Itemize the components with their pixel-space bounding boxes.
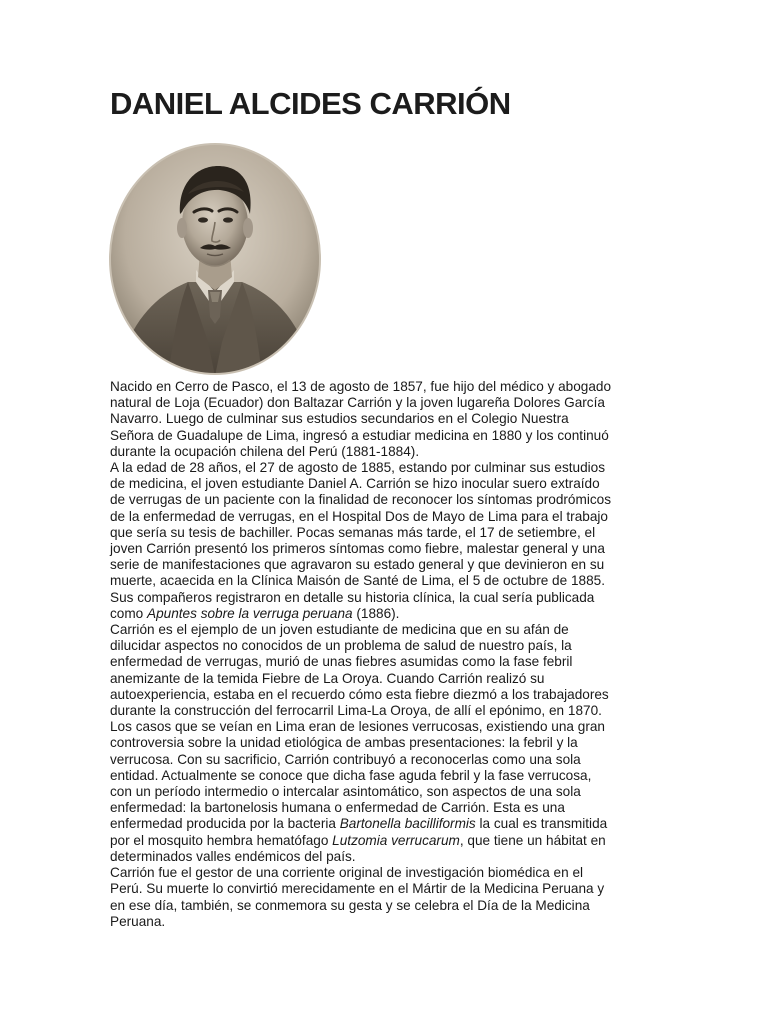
text-run: Perú. Su muerte lo convirtió merecidamente en el Mártir de la Medicina Peruana y bbox=[110, 881, 605, 897]
text-line bbox=[110, 833, 658, 849]
text-run: A la edad de 28 años, el 27 de agosto de 1885, estando por culminar sus estudios bbox=[110, 460, 606, 476]
text-run: Señora de Guadalupe de Lima, ingresó a estudiar medicina en 1880 y los continuó bbox=[110, 427, 609, 443]
text-line bbox=[110, 606, 658, 622]
paragraph-3 bbox=[110, 622, 658, 865]
text-line bbox=[110, 509, 658, 525]
text-run: verrucosa. Con su sacrificio, Carrión contribuyó a reconocerlas como una sola bbox=[110, 751, 581, 767]
text-run: de la enfermedad de verrugas, en el Hospital Dos de Mayo de Lima para el trabajo bbox=[110, 508, 608, 524]
text-line bbox=[110, 622, 658, 638]
text-run: muerte, acaecida en la Clínica Maisón de Santé de Lima, el 5 de octubre de 1885. bbox=[110, 573, 605, 589]
text-run: determinados valles endémicos del país. bbox=[110, 848, 356, 864]
text-run: de verrugas de un paciente con la finalidad de reconocer los síntomas prodrómicos bbox=[110, 492, 611, 508]
text-run: de medicina, el joven estudiante Daniel A. Carrión se hizo inocular suero extraído bbox=[110, 476, 600, 492]
text-line bbox=[110, 687, 658, 703]
text-line bbox=[110, 671, 658, 687]
portrait-illustration bbox=[108, 142, 322, 376]
text-line bbox=[110, 395, 658, 411]
text-line bbox=[110, 428, 658, 444]
text-run: durante la construcción del ferrocarril Lima-La Oroya, de allí el epónimo, en 1870. bbox=[110, 703, 602, 719]
text-line bbox=[110, 638, 658, 654]
text-run: autoexperiencia, estaba en el recuerdo cómo esta fiebre diezmó a los trabajadores bbox=[110, 686, 609, 702]
text-line bbox=[110, 752, 658, 768]
text-line bbox=[110, 492, 658, 508]
italic-term: Lutzomia verrucarum bbox=[332, 832, 460, 848]
text-run: Navarro. Luego de culminar sus estudios secundarios en el Colegio Nuestra bbox=[110, 411, 569, 427]
italic-term: Bartonella bacilliformis bbox=[339, 816, 476, 832]
text-line bbox=[110, 411, 658, 427]
text-run: en ese día, también, se conmemora su gesta y se celebra el Día de la Medicina bbox=[110, 897, 590, 913]
text-run: la cual es transmitida bbox=[475, 816, 608, 832]
text-line bbox=[110, 460, 658, 476]
paragraph-2 bbox=[110, 460, 658, 622]
italic-term: Apuntes sobre la verruga peruana bbox=[147, 605, 353, 621]
paragraph-4 bbox=[110, 865, 658, 930]
text-run: por el mosquito hembra hematófago bbox=[110, 832, 333, 848]
text-run: entidad. Actualmente se conoce que dicha fase aguda febril y la fase verrucosa, bbox=[110, 767, 592, 783]
text-run: que sería su tesis de bachiller. Pocas semanas más tarde, el 17 de setiembre, el bbox=[110, 524, 596, 540]
text-line bbox=[110, 703, 658, 719]
text-line bbox=[110, 735, 658, 751]
page-title: DANIEL ALCIDES CARRIÓN bbox=[110, 86, 511, 121]
text-run: joven Carrión presentó los primeros síntomas como fiebre, malestar general y una bbox=[110, 541, 605, 557]
text-line bbox=[110, 914, 658, 930]
text-run: Carrión fue el gestor de una corriente original de investigación biomédica en el bbox=[110, 865, 584, 881]
text-run: durante la ocupación chilena del Perú (1881-1884). bbox=[110, 443, 420, 459]
text-run: Sus compañeros registraron en detalle su historia clínica, la cual sería publicada bbox=[110, 589, 595, 605]
text-run: anemizante de la temida Fiebre de La Oroya. Cuando Carrión realizó su bbox=[110, 670, 545, 686]
paragraph-1 bbox=[110, 379, 658, 460]
text-line bbox=[110, 541, 658, 557]
text-run: natural de Loja (Ecuador) don Baltazar Carrión y la joven lugareña Dolores García bbox=[110, 395, 605, 411]
text-line bbox=[110, 573, 658, 589]
text-line bbox=[110, 800, 658, 816]
text-line bbox=[110, 881, 658, 897]
text-line bbox=[110, 865, 658, 881]
text-line bbox=[110, 476, 658, 492]
text-run: , que tiene un hábitat en bbox=[459, 832, 606, 848]
text-run: Los casos que se veían en Lima eran de lesiones verrucosas, existiendo una gran bbox=[110, 719, 605, 735]
text-run: Carrión es el ejemplo de un joven estudiante de medicina que en su afán de bbox=[110, 622, 569, 638]
text-run: enfermedad: la bartonelosis humana o enfermedad de Carrión. Esta es una bbox=[110, 800, 565, 816]
text-run: enfermedad producida por la bacteria bbox=[110, 816, 340, 832]
text-line bbox=[110, 557, 658, 573]
text-line bbox=[110, 849, 658, 865]
biography-text bbox=[110, 379, 658, 930]
text-line bbox=[110, 590, 658, 606]
text-run: como bbox=[110, 605, 148, 621]
text-line bbox=[110, 816, 658, 832]
text-line bbox=[110, 898, 658, 914]
text-run: enfermedad de verrugas, murió de unas fiebres asumidas como la fase febril bbox=[110, 654, 573, 670]
text-run: Nacido en Cerro de Pasco, el 13 de agosto de 1857, fue hijo del médico y abogado bbox=[110, 379, 612, 394]
text-line bbox=[110, 784, 658, 800]
text-run: (1886). bbox=[352, 605, 400, 621]
text-run: serie de manifestaciones que agravaron su estado general y que devinieron en su bbox=[110, 557, 605, 573]
text-line bbox=[110, 768, 658, 784]
text-line bbox=[110, 525, 658, 541]
text-run: controversia sobre la unidad etiológica de ambas presentaciones: la febril y la bbox=[110, 735, 578, 751]
text-run: con un período intermedio o intercalar asintomático, son aspectos de una sola bbox=[110, 784, 581, 800]
text-line bbox=[110, 444, 658, 460]
text-line bbox=[110, 379, 658, 395]
text-run: Peruana. bbox=[110, 913, 166, 929]
portrait-photo bbox=[108, 142, 322, 376]
text-line bbox=[110, 654, 658, 670]
text-line bbox=[110, 719, 658, 735]
text-run: dilucidar aspectos no conocidos de un problema de salud de nuestro país, la bbox=[110, 638, 572, 654]
